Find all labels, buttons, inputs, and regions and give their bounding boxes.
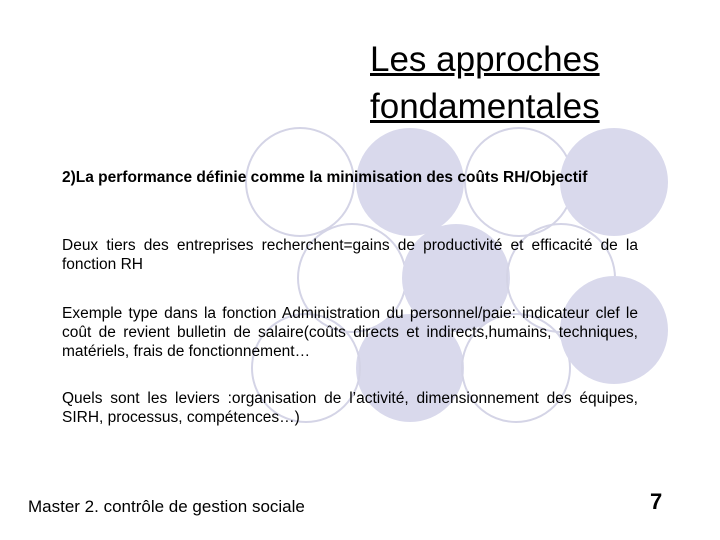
paragraph-exemple: Exemple type dans la fonction Administration du personnel/paie: indicateur clef le coût de revient bulletin de salaire(coûts directs et indirects,humains, techniques, matériels, frais de fonctionnement… [62,305,638,360]
slide-title-line-1: Les approches [370,40,600,79]
paragraph-leviers: Quels sont les leviers :organisation de l’activité, dimensionnement des équipes, SIRH, processus, compétences…) [62,390,638,426]
paragraph-performance: 2)La performance définie comme la minimisation des coûts RH/Objectif [62,169,588,186]
slide-title [370,36,700,130]
slide-footer: Master 2. contrôle de gestion sociale [28,497,305,516]
slide-title-line-2: fondamentales [370,87,600,126]
page-number: 7 [650,489,663,514]
paragraph-deux-tiers: Deux tiers des entreprises recherchent=gains de productivité et efficacité de la fonction RH [62,237,638,273]
